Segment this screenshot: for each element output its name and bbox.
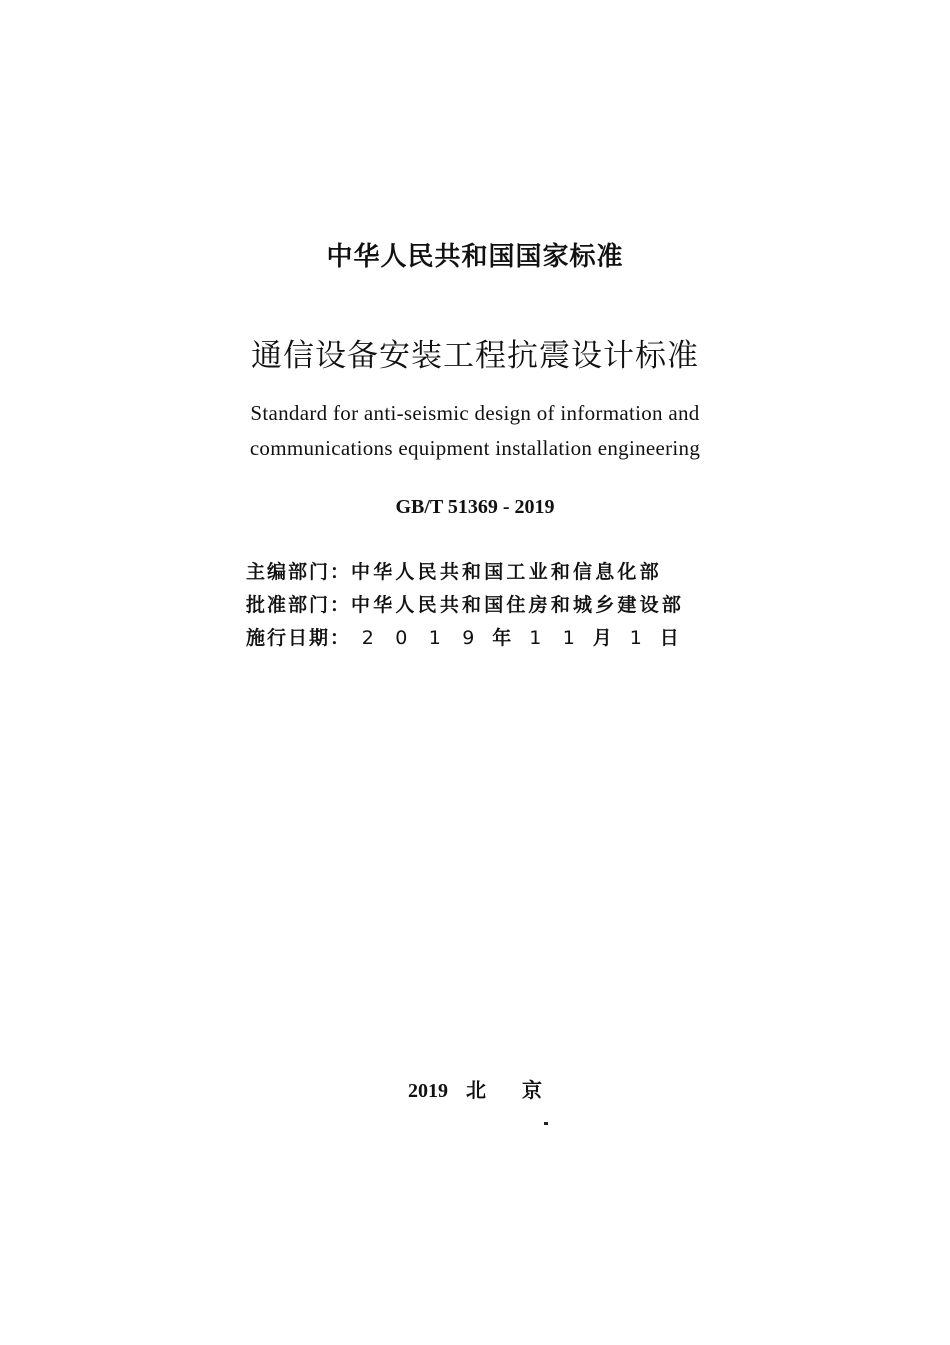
editor-label: 主编部门： [246, 561, 352, 583]
effective-date-char: 日 [659, 627, 679, 649]
effective-date-char: 月 [592, 627, 612, 649]
effective-date-char: 9 [462, 627, 475, 649]
standard-category: 中华人民共和国国家标准 [326, 242, 624, 272]
print-mark [544, 1122, 548, 1125]
effective-date-label: 施行日期： [246, 627, 352, 649]
effective-date-char: 年 [492, 627, 512, 649]
effective-date-char: 0 [395, 627, 408, 649]
approver-row [246, 589, 706, 622]
effective-date-value [351, 622, 686, 655]
approver-label: 批准部门： [246, 594, 352, 616]
effective-date-char: 1 [562, 627, 575, 649]
effective-date-char: 1 [428, 627, 441, 649]
editor-row [246, 556, 706, 589]
standard-code: GB/T 51369 - 2019 [395, 496, 555, 518]
effective-date-char: 1 [629, 627, 642, 649]
publish-year: 2019 [408, 1080, 448, 1102]
issuance-info [246, 556, 706, 655]
publish-city: 北京 [466, 1078, 578, 1102]
publish-info [0, 1074, 950, 1103]
effective-date-row [246, 622, 706, 655]
effective-date-char: 1 [529, 627, 542, 649]
title-english-line-1: Standard for anti-seismic design of information and [250, 401, 700, 425]
title-chinese: 通信设备安装工程抗震设计标准 [251, 338, 699, 374]
approver-value: 中华人民共和国住房和城乡建设部 [351, 594, 685, 616]
title-english-line-2: communications equipment installation engineering [249, 436, 701, 460]
effective-date-char: 2 [361, 627, 374, 649]
editor-value: 中华人民共和国工业和信息化部 [351, 561, 662, 583]
